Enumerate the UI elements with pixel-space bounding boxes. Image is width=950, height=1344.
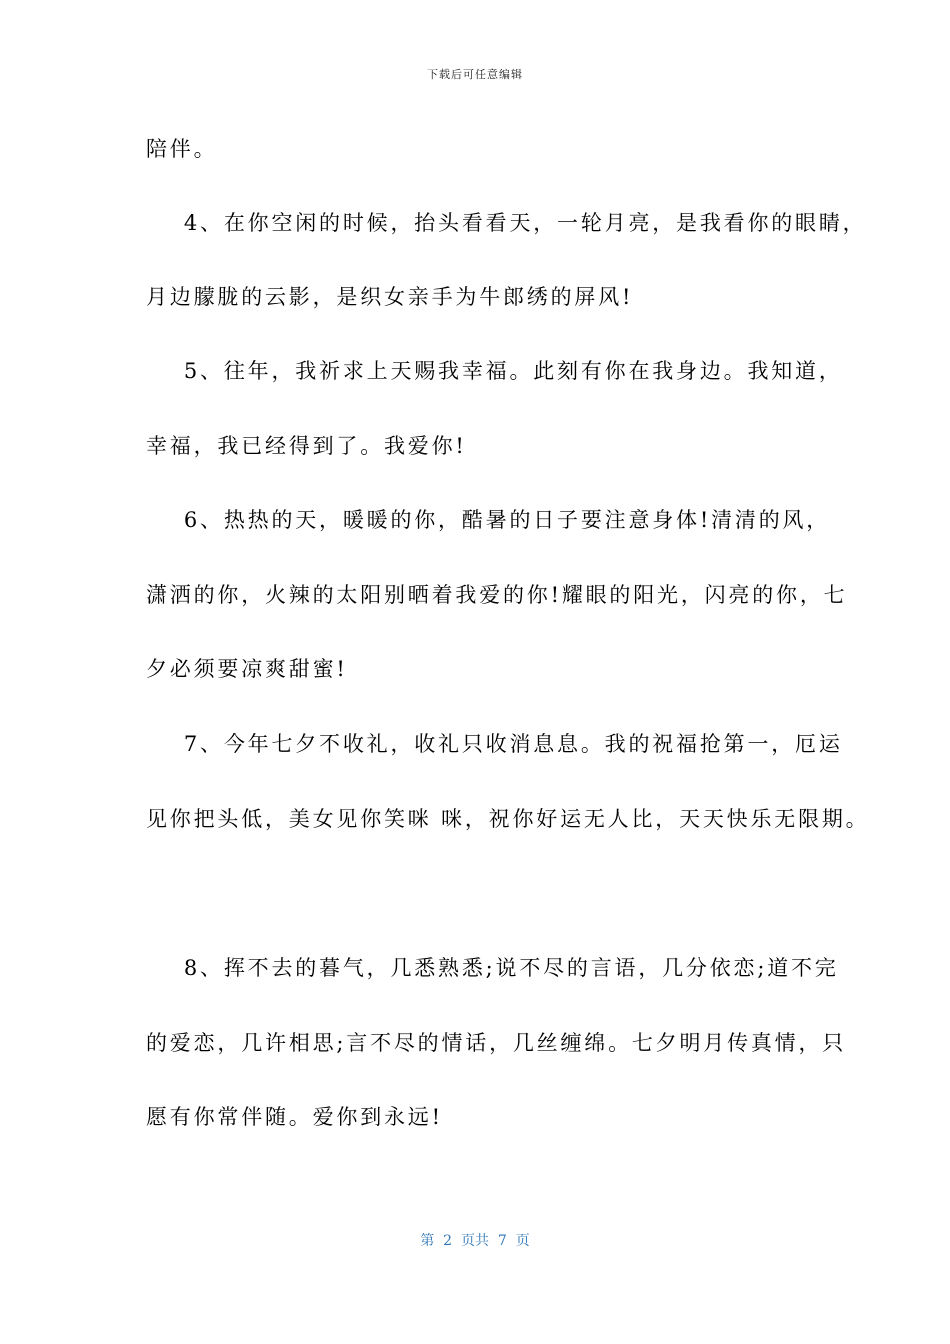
body-text-line: 陪伴。: [146, 137, 218, 161]
body-text-line: 7、今年七夕不收礼，收礼只收消息息。我的祝福抢第一，厄运: [146, 732, 843, 756]
body-text-line: 5、往年，我祈求上天赐我幸福。此刻有你在我身边。我知道，: [146, 359, 843, 383]
page-header: 下载后可任意编辑: [427, 68, 523, 81]
body-text-line: 夕必须要凉爽甜蜜!: [146, 657, 348, 681]
body-text-line: 的爱恋，几许相思;言不尽的情话，几丝缠绵。七夕明月传真情，只: [146, 1031, 847, 1055]
body-text-line: 6、热热的天，暖暖的你，酷暑的日子要注意身体!清清的风，: [146, 508, 831, 532]
body-text-line: 月边朦胧的云影，是织女亲手为牛郎绣的屏风!: [146, 285, 634, 309]
body-text-line: 潇洒的你，火辣的太阳别晒着我爱的你!耀眼的阳光，闪亮的你，七: [146, 583, 848, 607]
body-text-line: 4、在你空闲的时候，抬头看看天，一轮月亮，是我看你的眼睛，: [146, 211, 867, 235]
body-text-line: 8、挥不去的暮气，几悉熟悉;说不尽的言语，几分依恋;道不完: [146, 956, 839, 980]
body-text-line: 见你把头低，美女见你笑咪 咪，祝你好运无人比，天天快乐无限期。: [146, 807, 870, 831]
body-text-line: 幸福，我已经得到了。我爱你!: [146, 434, 467, 458]
page-number-footer: 第 2 页共 7 页: [420, 1233, 530, 1249]
body-text-line: 愿有你常伴随。爱你到永远!: [146, 1105, 443, 1129]
